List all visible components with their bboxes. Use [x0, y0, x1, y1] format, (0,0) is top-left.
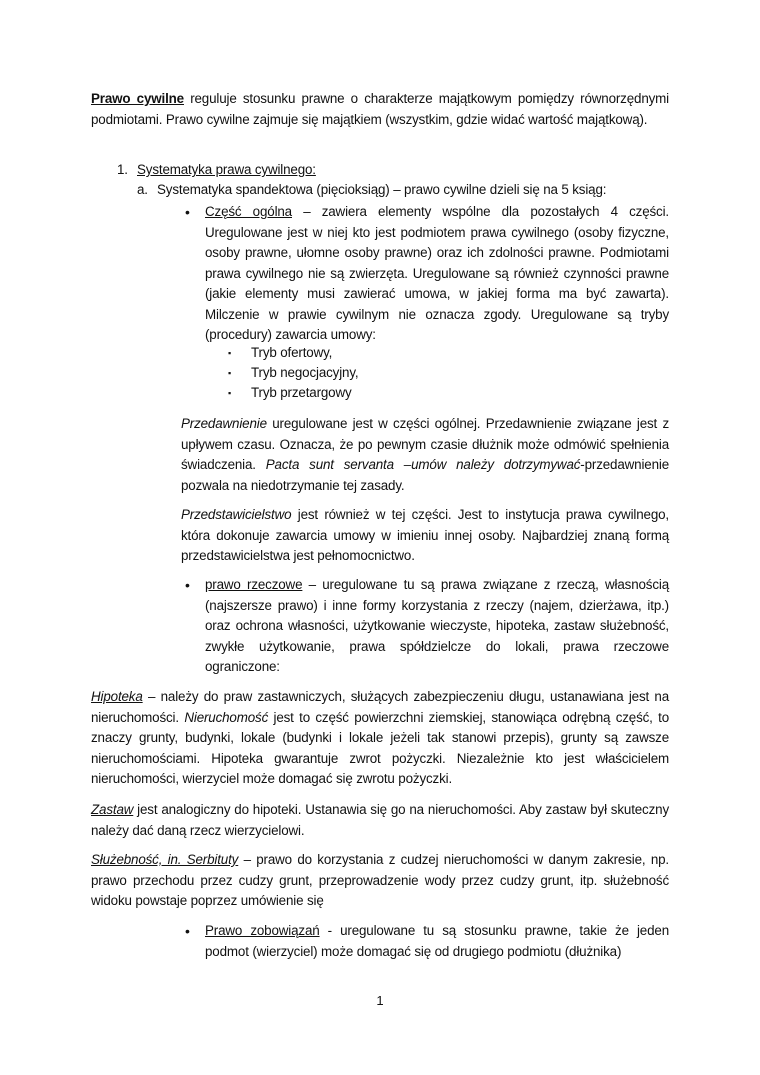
czesc-ogolna-title: Część ogólna	[205, 204, 292, 219]
hipoteka-paragraph	[91, 687, 669, 790]
tryb-item-3: Tryb przetargowy	[251, 385, 352, 400]
sluzebnosc-text: – prawo do korzystania z cudzej nieruchomości w danym zakresie, np. prawo przechodu przez cudzy grunt, przeprowadzenie wody przez cudzy grunt, itp. służebność widoku powstaje poprzez umówienie się	[91, 852, 669, 908]
przedawnienie-term: Przedawnienie	[181, 416, 267, 431]
zobowiazania-bullet: •	[185, 923, 190, 939]
czesc-ogolna-bullet: •	[185, 204, 190, 220]
tryb-marker-1: ▪	[228, 348, 232, 358]
przedawnienie-text-1: uregulowane jest w części ogólnej. Przedawnienie związane jest z upływem czasu. Oznacza, że po pewnym czasie dłużnik może odmówić spełnienia świadczenia.	[181, 416, 669, 472]
hipoteka-text-2: jest to część powierzchni ziemskiej, stanowiąca odrębną część, to znaczy grunty, budynki, lokale (budynki i lokale jeżeli tak stanowi przepis), grunty są zawsze nieruchomościami. Hipoteka gwarantuje zwrot pożyczki. Niezależnie kto jest właścicielem nieruchomości, wierzyciel może domagać się zwrotu pożyczki.	[91, 709, 669, 786]
prawo-rzeczowe-paragraph	[205, 575, 669, 678]
zobowiazania-text: - uregulowane tu są stosunku prawne, takie że jeden podmot (wierzyciel) może domagać się od drugiego podmiotu (dłużnika)	[205, 923, 670, 959]
tryb-item-2: Tryb negocjacyjny,	[251, 365, 359, 380]
page-number: 1	[376, 993, 384, 1008]
zastaw-paragraph	[91, 800, 669, 841]
tryb-marker-3: ▪	[228, 388, 232, 398]
tryb-item-1: Tryb ofertowy,	[251, 345, 333, 360]
nieruchomosc-term: Nieruchomość	[184, 709, 269, 725]
zastaw-term: Zastaw	[91, 802, 134, 817]
section-1a-text: Systematyka spandektowa (pięcioksiąg) – prawo cywilne dzieli się na 5 ksiąg:	[157, 182, 607, 197]
zastaw-text: jest analogiczny do hipoteki. Ustanawia się go na nieruchomości. Aby zastaw był skuteczny należy dać daną rzecz wierzycielowi.	[91, 802, 669, 838]
intro-text: reguluje stosunku prawne o charakterze majątkowym pomiędzy równorzędnymi podmiotami. Prawo cywilne zajmuje się majątkiem (wszystkim, gdzie widać wartość majątkową).	[91, 91, 669, 127]
prawo-rzeczowe-text: – uregulowane tu są prawa związane z rzeczą, własnością (najszersze prawo) i inne formy korzystania z rzeczy (najem, dzierżawa, itp.) oraz ochrona własności, użytkowanie wieczyste, hipoteka, zastaw służebność, zwykłe użytkowanie, prawa spółdzielcze do lokali, prawa rzeczowe ograniczone:	[205, 577, 669, 674]
section-1-number: 1.	[117, 162, 128, 177]
sluzebnosc-term: Służebność, in. Serbituty	[91, 852, 239, 867]
sluzebnosc-paragraph	[91, 850, 669, 912]
tryb-marker-2: ▪	[228, 368, 232, 378]
zobowiazania-paragraph	[205, 921, 669, 962]
section-1a-letter: a.	[137, 182, 148, 197]
czesc-ogolna-text: – zawiera elementy wspólne dla pozostałych 4 części. Uregulowane jest w niej kto jest podmiotem prawa cywilnego (osoby fizyczne, osoby prawne, ułomne osoby prawne) oraz ich zdolności prawne. Podmiotami prawa cywilnego nie są zwierzęta. Uregulowane są również czynności prawne (jakie elementy musi zawierać umowa, w jakiej forma ma być zawarta). Milczenie w prawie cywilnym nie oznacza zgody. Uregulowane są tryby (procedury) zawarcia umowy:	[205, 204, 669, 342]
prawo-rzeczowe-bullet: •	[185, 577, 190, 593]
prawo-rzeczowe-title: prawo rzeczowe	[205, 577, 303, 592]
hipoteka-term: Hipoteka	[91, 689, 143, 704]
przedawnienie-paragraph	[181, 414, 669, 496]
przedstawicielstwo-text: jest również w tej części. Jest to instytucja prawa cywilnego, która dokonuje zawarcia umowy w imieniu innej osoby. Najbardziej znaną formą przedstawicielstwa jest pełnomocnictwo.	[181, 507, 669, 563]
section-1-title: Systematyka prawa cywilnego:	[137, 162, 316, 177]
przedawnienie-text-2: -przedawnienie pozwala na niedotrzymanie tej zasady.	[181, 457, 669, 493]
intro-title: Prawo cywilne	[91, 91, 184, 106]
przedstawicielstwo-term: Przedstawicielstwo	[181, 507, 292, 522]
pacta-sunt-servanta: Pacta sunt servanta –umów należy dotrzymywać	[265, 457, 581, 472]
czesc-ogolna-paragraph	[205, 202, 669, 346]
przedstawicielstwo-paragraph	[181, 505, 669, 567]
hipoteka-text-1: – należy do praw zastawniczych, służących zabezpieczeniu długu, ustanawiana jest na nieruchomości.	[91, 689, 669, 725]
intro-paragraph	[91, 89, 669, 130]
zobowiazania-title: Prawo zobowiązań	[205, 923, 320, 938]
